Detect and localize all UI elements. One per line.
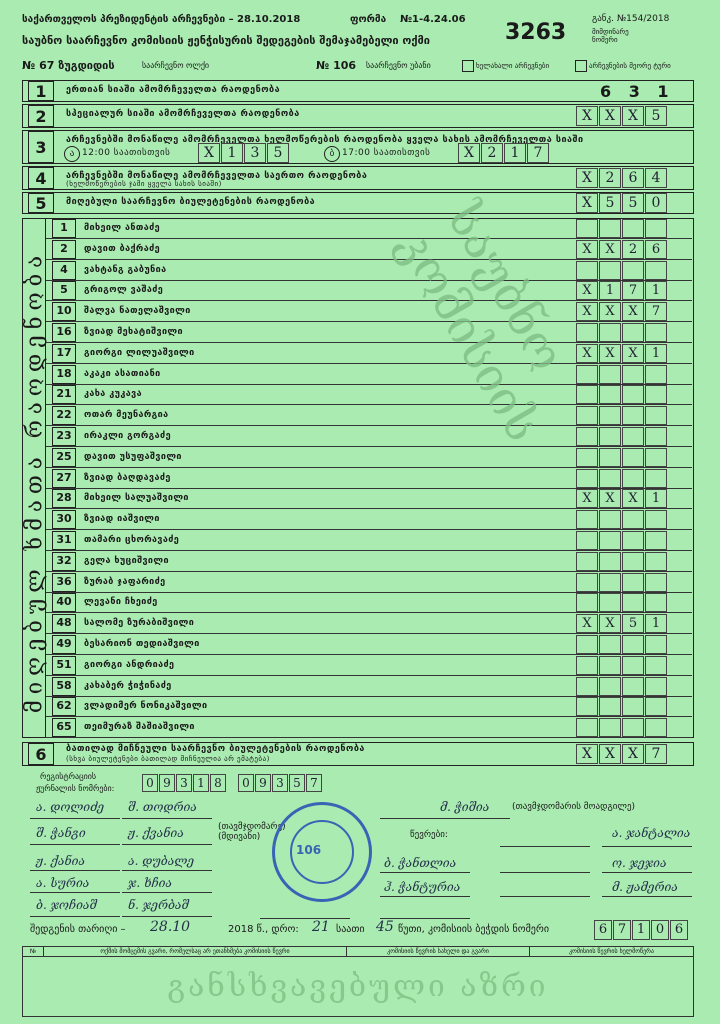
candidate-vote-digit[interactable]: X [576,302,598,321]
candidate-vote-digit[interactable] [599,219,621,238]
candidate-name: თამარი ცხორავაძე [84,535,180,545]
candidate-number: 48 [52,614,76,633]
candidate-name: დავით ბაქრაძე [84,243,161,254]
candidate-vote-digit[interactable] [622,552,644,571]
noon-digit[interactable]: X [198,143,220,163]
candidate-number: 10 [52,302,76,321]
candidate-number: 31 [52,531,76,550]
evening-digit[interactable]: 1 [504,143,526,163]
hour-label: საათი [336,924,365,935]
candidate-name: სალომე ზურაბიშვილი [84,618,195,629]
protocol-number: 3263 [505,20,567,45]
candidate-vote-digit[interactable]: X [599,489,621,508]
candidate-vote-digit[interactable] [622,718,644,737]
candidate-vote-digit[interactable]: X [576,344,598,363]
candidate-name: კახაბერ ჭიჭინაძე [84,680,172,691]
candidate-vote-digit[interactable]: X [599,344,621,363]
invalid-digit[interactable]: X [576,744,598,764]
district-label: საარჩევნო ოლქი [142,61,210,70]
secretary-label: (თავმჯდომარის მოადგილე) [512,802,636,812]
candidate-vote-digit[interactable] [645,552,667,571]
date-label: შედგენის თარიღი – [30,924,126,935]
candidate-vote-digit[interactable] [622,385,644,404]
candidate-vote-digit[interactable] [622,677,644,696]
minute-value: 45 [376,919,394,935]
candidate-vote-digit[interactable]: X [599,614,621,633]
decree-number: განკ. №154/2018 [592,14,670,24]
chair-label: (თავმჯდომარე) [218,822,286,832]
reg-number-2-digit[interactable]: 9 [255,774,271,792]
candidate-name: ვლადიმერ ნონიკაშვილი [84,701,208,712]
candidate-vote-digit[interactable] [576,635,598,654]
form-label: ფორმა [350,14,387,25]
evening-digit[interactable]: 7 [527,143,549,163]
candidate-vote-digit[interactable] [599,718,621,737]
signature-8: ჯ. ხჩია [128,876,173,890]
vertical-label: მიღებულ ხმათა რაოდენობა [22,249,48,714]
candidate-vote-digit[interactable] [645,635,667,654]
candidate-vote-digit[interactable] [645,385,667,404]
candidate-vote-digit[interactable]: 6 [645,240,667,259]
candidate-vote-digit[interactable] [645,656,667,675]
candidate-vote-digit[interactable] [576,656,598,675]
candidate-number: 21 [52,385,76,404]
row-4-digit[interactable]: X [576,168,598,188]
candidate-vote-digit[interactable]: X [576,281,598,300]
seal-number-digit[interactable]: 6 [670,920,688,940]
candidate-number: 51 [52,656,76,675]
candidate-vote-digit[interactable] [645,718,667,737]
candidate-number: 58 [52,677,76,696]
signature-1: ა. დოლიძე [36,800,105,814]
candidate-vote-digit[interactable]: 7 [622,281,644,300]
year-label: 2018 წ., დრო: [228,924,299,935]
candidate-vote-digit[interactable] [599,261,621,280]
candidate-vote-digit[interactable] [622,593,644,612]
reg-label-2: ჟურნალის ნომრები: [36,784,115,793]
candidate-name: კახა კუკავა [84,389,142,400]
candidate-vote-digit[interactable]: 1 [645,489,667,508]
district-number: № 67 ზუგდიდის [22,59,115,72]
signature-11: მ. ჭიშია [440,800,490,814]
row-5-digit[interactable]: X [576,193,598,213]
noon-digit[interactable]: 5 [267,143,289,163]
row-label: არჩევნებში მონაწილე ამომრჩეველთა ხელმოწერების რაოდენობა ყველა სახის ამომრჩეველთა სიაში [66,135,584,145]
candidate-number: 27 [52,469,76,488]
candidate-number: 16 [52,323,76,342]
reg-number-1-digit[interactable]: 3 [176,774,192,792]
candidate-number: 1 [52,219,76,238]
candidate-vote-digit[interactable]: 1 [599,281,621,300]
candidate-name: მიხეილ ანთაძე [84,223,161,233]
candidate-vote-digit[interactable] [622,697,644,716]
noon-digit[interactable]: 3 [244,143,266,163]
row-number: 4 [28,167,54,189]
seal-number-digit[interactable]: 0 [651,920,669,940]
row-number: 1 [28,81,54,101]
candidate-name: ზურაბ ჯაფარიძე [84,576,166,587]
candidate-vote-digit[interactable] [645,697,667,716]
second-round-checkbox[interactable] [575,60,587,72]
signature-10: ნ. ჯერბაშ [128,898,189,912]
invalid-digit[interactable]: X [599,744,621,764]
signature-14: ო. ჯეჯია [612,856,667,870]
row-label: ერთიან სიაში ამომრჩეველთა რაოდენობა [66,85,281,95]
candidate-number: 40 [52,593,76,612]
reg-number-2-digit[interactable]: 5 [289,774,305,792]
candidate-number: 22 [52,406,76,425]
protocol-title: საუბნო საარჩევნო კომისიის ჟენჭისურის შედეგების შემაჯამებელი ოქმი [22,34,430,47]
candidate-number: 49 [52,635,76,654]
row-note: (ხელმოწერების ჯამი ყველა სახის სიაში) [66,180,222,188]
candidate-name: აკაკი ასათიანი [84,368,161,379]
sub2-label: 17:00 საათისთვის [342,148,431,158]
candidate-vote-digit[interactable]: X [576,614,598,633]
marker-a: ა [64,146,80,162]
row-2-digit[interactable]: X [622,106,644,126]
candidate-vote-digit[interactable]: 1 [645,614,667,633]
seal-number-digit[interactable]: 7 [613,920,631,940]
candidate-vote-digit[interactable] [645,365,667,384]
signature-5: ჟ. ქანია [36,854,86,868]
candidate-name: ირაკლი გორგაძე [84,431,171,441]
candidate-number: 28 [52,489,76,508]
stamp-number: 106 [296,843,322,857]
row-number: 5 [28,193,54,213]
candidate-vote-digit[interactable] [622,219,644,238]
candidate-vote-digit[interactable] [645,406,667,425]
row-number: 3 [28,131,54,163]
candidate-vote-digit[interactable] [599,323,621,342]
candidate-vote-digit[interactable] [622,323,644,342]
candidate-name: თეიმურაზ შაშიაშვილი [84,722,195,733]
row-label: მიღებული საარჩევნო ბიულეტენების რაოდენობა [66,197,316,207]
row-2-digit[interactable]: 5 [645,106,667,126]
candidate-vote-digit[interactable] [599,656,621,675]
signature-2: შ. თოდრია [128,800,197,814]
candidate-name: გიორგი ლილუაშვილი [84,347,195,358]
candidate-vote-digit[interactable] [599,697,621,716]
candidate-name: ზვიად მეხატიშვილი [84,327,183,337]
signature-7: ა. სურია [36,876,90,890]
minute-label: წუთი, კომისიის ბეჭდის ნომერი [398,924,550,935]
row-2-digit[interactable]: X [599,106,621,126]
reg-number-1-digit[interactable]: 8 [210,774,226,792]
candidate-vote-digit[interactable] [576,323,598,342]
invalid-digit[interactable]: X [622,744,644,764]
seal-number-digit[interactable]: 1 [632,920,650,940]
signature-9: ბ. ჯოჩიაშ [36,898,97,912]
candidate-number: 5 [52,281,76,300]
members-label: წევრები: [410,830,448,840]
precinct-number: № 106 [316,59,357,72]
candidate-vote-digit[interactable]: X [622,302,644,321]
signature-16: მ. ჟამერია [612,880,678,894]
serial-label: მიმდინარე ნომერი [592,28,629,44]
candidate-number: 30 [52,510,76,529]
candidate-name: გრიგოლ ვაშაძე [84,285,164,296]
candidate-vote-digit[interactable] [576,593,598,612]
election-title: საქართველოს პრეზიდენტის არჩევნები – 28.10.2018 [22,14,301,25]
reg-label-1: რეგისტრაციის [40,772,97,781]
dissent-table [22,946,694,1017]
candidate-vote-digit[interactable] [645,427,667,446]
candidate-number: 65 [52,718,76,737]
candidate-vote-digit[interactable] [599,573,621,592]
candidate-vote-digit[interactable] [645,593,667,612]
candidate-vote-digit[interactable] [622,635,644,654]
candidate-vote-digit[interactable] [645,677,667,696]
row-4-digit[interactable]: 4 [645,168,667,188]
candidate-vote-digit[interactable] [599,365,621,384]
reg-number-1-digit[interactable]: 1 [193,774,209,792]
row-5-digit[interactable]: 5 [622,193,644,213]
row-value: 6 3 1 [600,82,675,101]
col-signature: კომისიის წევრის ხელმოწერა [530,947,694,957]
candidate-vote-digit[interactable] [576,718,598,737]
candidate-name: ზვიად იაშვილი [84,514,160,525]
candidate-number: 36 [52,573,76,592]
reg-number-2-digit[interactable]: 0 [238,774,254,792]
row-5-digit[interactable]: 5 [599,193,621,213]
candidate-vote-digit[interactable]: 2 [622,240,644,259]
form-number: №1-4.24.06 [400,14,466,25]
row-label: ბათილად მიჩნეული საარჩევნო ბიულეტენების რაოდენობა [66,744,365,754]
candidate-name: გელა ხუციშვილი [84,555,169,566]
candidate-name: ბესარიონ თედიაშვილი [84,639,200,649]
signature-12: ა. ჯანტალია [612,826,691,840]
candidate-name: დავით უსუფაშვილი [84,451,182,462]
sub1-label: 12:00 საათისთვის [82,148,171,158]
dissent-watermark: განსხვავებული აზრი [23,957,694,1017]
candidate-number: 25 [52,448,76,467]
reg-number-1-digit[interactable]: 0 [142,774,158,792]
signature-13: ბ. ჭანთლია [384,856,457,870]
hour-value: 21 [312,919,330,935]
rerun-checkbox[interactable] [462,60,474,72]
evening-digit[interactable]: 2 [481,143,503,163]
row-4-digit[interactable]: 6 [622,168,644,188]
candidate-name: გიორგი ანდრიაძე [84,659,175,670]
candidate-vote-digit[interactable]: X [599,240,621,259]
row-label: სპეციალურ სიაში ამომრჩეველთა რაოდენობა [66,109,300,119]
date-value: 28.10 [150,919,191,935]
signature-3: შ. ჭანგი [36,826,86,840]
candidate-vote-digit[interactable]: 7 [645,302,667,321]
signature-6: ა. დუბალე [128,854,195,868]
candidate-vote-digit[interactable] [622,656,644,675]
candidate-number: 32 [52,552,76,571]
candidate-number: 18 [52,365,76,384]
candidate-name: ზვიად ბაღდავაძე [84,472,171,483]
candidate-vote-digit[interactable] [622,406,644,425]
candidate-vote-digit[interactable] [645,448,667,467]
row-number: 6 [28,743,54,765]
seal-number-digit[interactable]: 6 [594,920,612,940]
candidate-vote-digit[interactable] [599,635,621,654]
reg-number-2-digit[interactable]: 7 [306,774,322,792]
row-label: არჩევნებში მონაწილე ამომრჩეველთა საერთო რაოდენობა [66,171,368,181]
marker-b: ბ [324,146,340,162]
candidate-vote-digit[interactable] [622,573,644,592]
noon-digit[interactable]: 1 [221,143,243,163]
candidate-vote-digit[interactable] [645,261,667,280]
candidate-vote-digit[interactable] [576,261,598,280]
candidate-vote-digit[interactable]: X [599,302,621,321]
rerun-label: ხელახალი არჩევნები [476,62,550,70]
candidate-name: ლევანი ჩხეიძე [84,597,158,608]
candidate-name: შალვა ნათელაშვილი [84,306,191,317]
row-number: 2 [28,105,54,127]
precinct-label: საარჩევნო უბანი [366,61,431,70]
row-4-digit[interactable]: 2 [599,168,621,188]
candidate-vote-digit[interactable]: X [576,489,598,508]
signature-4: ჟ. ქვანია [128,826,184,840]
candidate-vote-digit[interactable] [645,323,667,342]
row-2-digit[interactable]: X [576,106,598,126]
row-note: (სხვა ბიულეტენები ბათილად მიჩნეულია არ ემატება) [66,755,270,763]
candidate-vote-digit[interactable]: 1 [645,281,667,300]
candidate-vote-digit[interactable]: X [622,489,644,508]
candidate-vote-digit[interactable]: X [576,240,598,259]
candidate-vote-digit[interactable] [599,677,621,696]
candidate-name: ვახტანგ გაბუნია [84,264,167,275]
watermark-text: საუბნო კომისიის [386,193,576,452]
invalid-digit[interactable]: 7 [645,744,667,764]
col-name: კომისიის წევრის სახელი და გვარი [347,947,530,957]
row-5-digit[interactable]: 0 [645,193,667,213]
col-reason: ოქმის მომცემის გვარი, რომელსაც არ ეთანხმება კომისიის წევრი [44,947,347,957]
candidate-number: 23 [52,427,76,446]
reg-number-2-digit[interactable]: 3 [272,774,288,792]
candidate-vote-digit[interactable] [645,573,667,592]
second-round-label: არჩევნების მეორე ტური [589,62,671,70]
candidate-number: 17 [52,344,76,363]
reg-number-1-digit[interactable]: 9 [159,774,175,792]
candidate-vote-digit[interactable] [576,697,598,716]
candidate-number: 4 [52,261,76,280]
deputy-label: (მდივანი) [218,832,261,842]
candidate-vote-digit[interactable] [576,219,598,238]
candidate-vote-digit[interactable]: 1 [645,344,667,363]
candidate-vote-digit[interactable] [576,677,598,696]
candidate-vote-digit[interactable] [645,219,667,238]
candidate-vote-digit[interactable]: X [622,344,644,363]
candidate-vote-digit[interactable] [622,261,644,280]
candidate-number: 2 [52,240,76,259]
evening-digit[interactable]: X [458,143,480,163]
signature-15: ჰ. ჭანტურია [384,880,461,894]
candidate-vote-digit[interactable]: 5 [622,614,644,633]
candidate-vote-digit[interactable] [622,365,644,384]
candidate-name: მიხეილ სალუაშვილი [84,493,189,504]
candidate-vote-digit[interactable] [599,593,621,612]
col-number: № [23,947,44,957]
candidate-number: 62 [52,697,76,716]
candidate-name: ოთარ მეუნარგია [84,410,169,421]
